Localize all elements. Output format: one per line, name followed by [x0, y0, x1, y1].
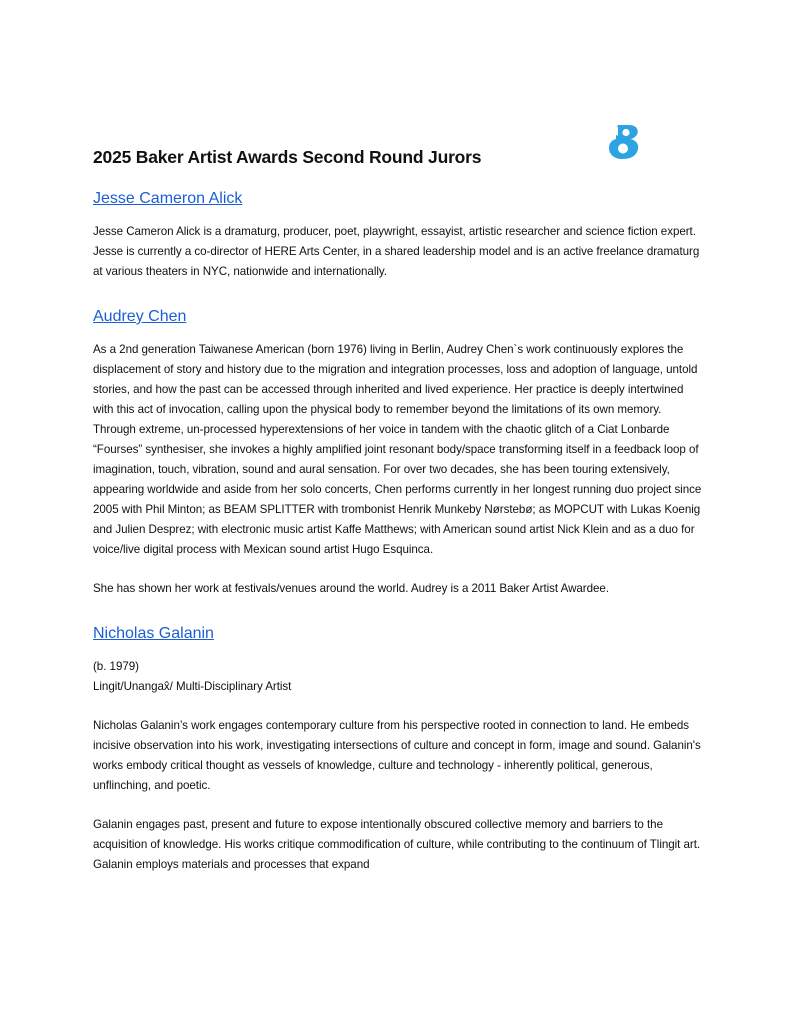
- juror-bio: Jesse Cameron Alick is a dramaturg, producer, poet, playwright, essayist, artistic researcher and science fiction expert. Jesse is currently a co-director of HERE Arts Center, in a shared leadership model and is an active freelance dramaturg at various theaters in NYC, nationwide and internationally.: [93, 225, 700, 278]
- juror-birth-year: (b. 1979): [93, 660, 139, 673]
- main-content: [93, 146, 703, 889]
- juror-role: Lingit/Unangax̂/ Multi-Disciplinary Artist: [93, 680, 292, 693]
- juror-section-chen: [93, 306, 703, 599]
- juror-bio: She has shown her work at festivals/venues around the world. Audrey is a 2011 Baker Artist Awardee.: [93, 582, 609, 595]
- juror-section-alick: [93, 188, 703, 282]
- juror-link-chen[interactable]: Audrey Chen: [93, 308, 187, 325]
- page-title: 2025 Baker Artist Awards Second Round Jurors: [93, 147, 482, 167]
- juror-link-alick[interactable]: Jesse Cameron Alick: [93, 190, 243, 207]
- juror-bio: Nicholas Galanin’s work engages contemporary culture from his perspective rooted in connection to land. He embeds incisive observation into his work, investigating intersections of culture and concept in form, image and sound. Galanin's works embody critical thought as vessels of knowledge, culture and technology - inherently political, generous, unflinching, and poetic.: [93, 719, 701, 792]
- juror-link-galanin[interactable]: Nicholas Galanin: [93, 625, 214, 642]
- juror-bio: As a 2nd generation Taiwanese American (born 1976) living in Berlin, Audrey Chen`s work continuously explores the displacement of story and history due to the migration and integration processes, loss and adoption of language, untold stories, and how the past can be accessed through inherited and lived experience. Her practice is deeply intertwined with this act of invocation, calling upon the physical body to remember beyond the limitations of its own memory. Through extreme, un-processed hyperextensions of her voice in tandem with the chaotic glitch of a Ciat Lonbarde “Fourses” synthesiser, she invokes a highly amplified joint resonant body/space transforming itself in a feedback loop of imagination, touch, vibration, sound and aural sensation. For over two decades, she has been touring extensively, appearing worldwide and aside from her solo concerts, Chen performs currently in her longest running duo project since 2005 with Phil Minton; as BEAM SPLITTER with trombonist Henrik Munkeby Nørstebø; as MOPCUT with Lukas Koenig and Julien Desprez; with electronic music artist Kaffe Matthews; with American sound artist Nick Klein and as a duo for voice/live digital process with Mexican sound artist Hugo Esquinca.: [93, 343, 702, 556]
- juror-section-galanin: [93, 623, 703, 875]
- juror-bio: Galanin engages past, present and future to expose intentionally obscured collective memory and barriers to the acquisition of knowledge. His works critique commodification of culture, while contributing to the continuum of Tlingit art. Galanin employs materials and processes that expand: [93, 818, 701, 871]
